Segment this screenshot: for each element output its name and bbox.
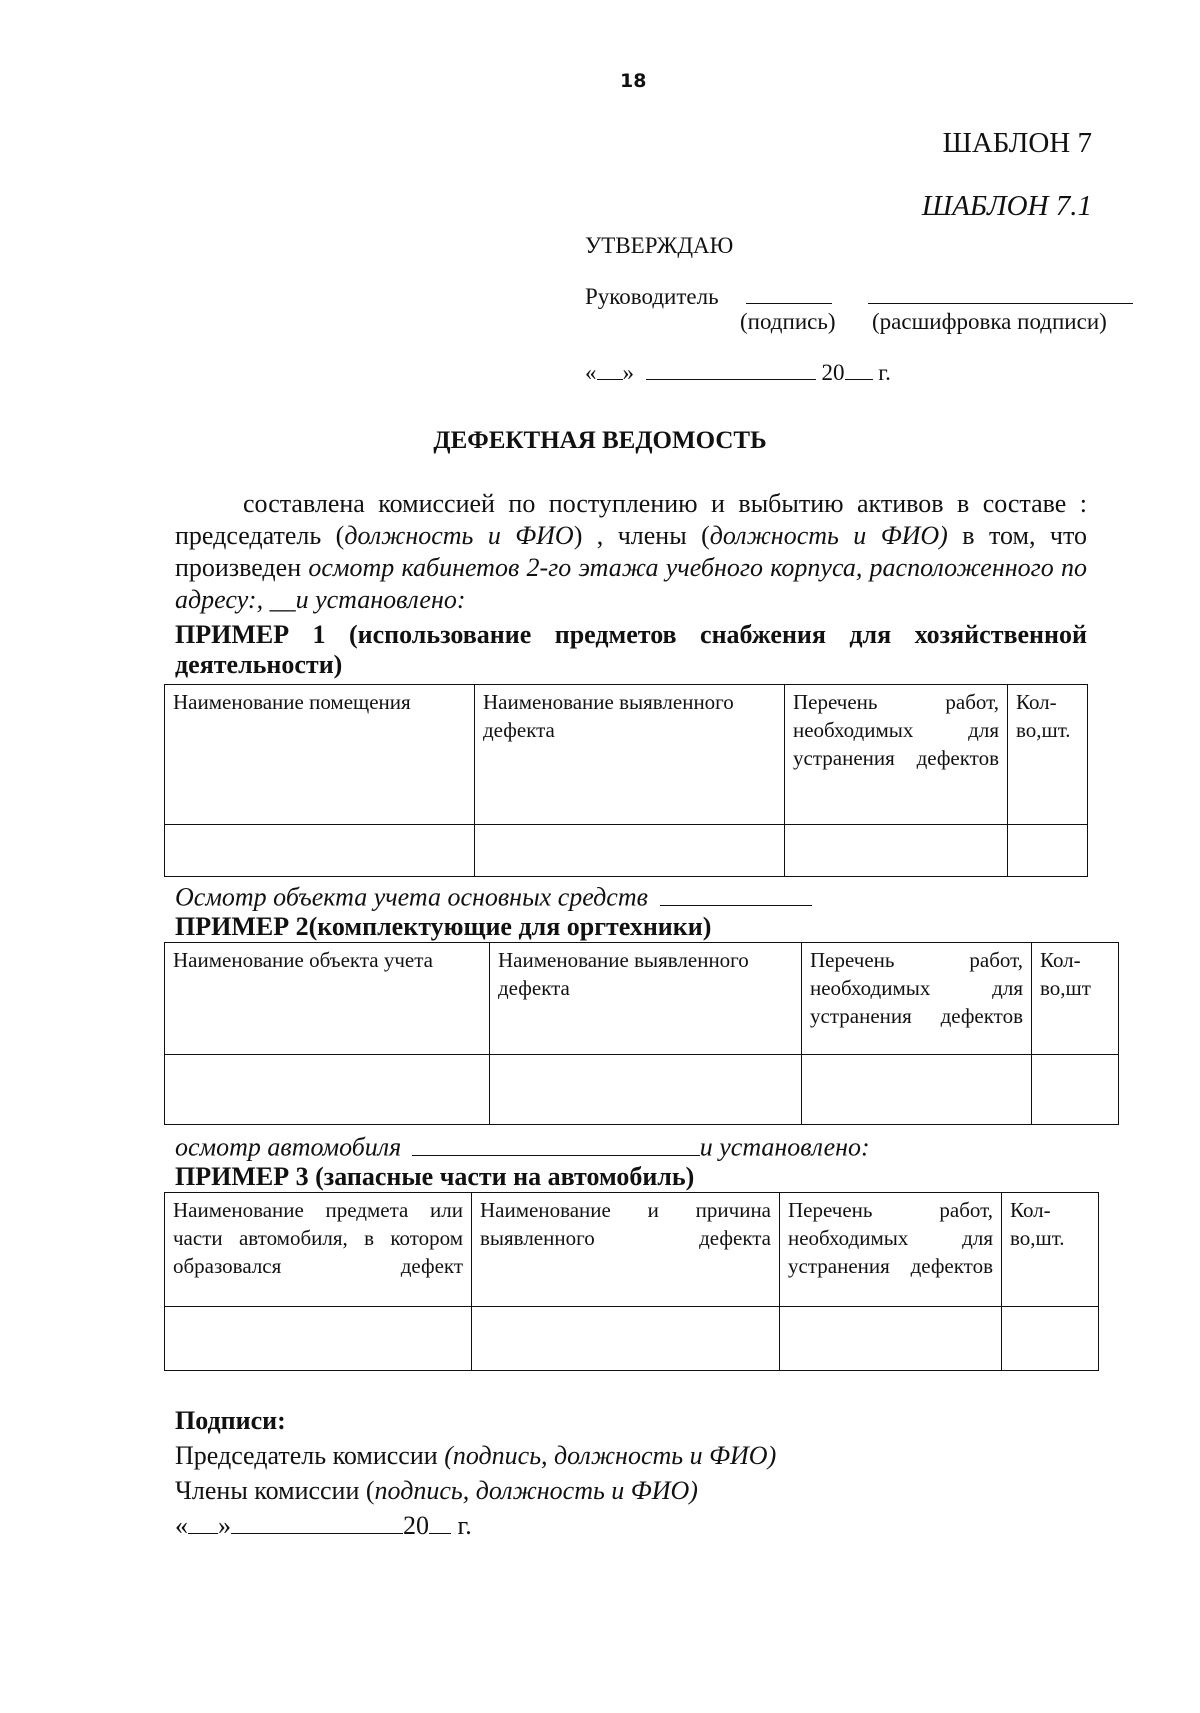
signature-caption: (подпись) — [740, 309, 836, 334]
table-cell[interactable] — [490, 1055, 802, 1125]
year-blank — [429, 1508, 451, 1534]
document-title: ДЕФЕКТНАЯ ВЕДОМОСТЬ — [433, 427, 767, 454]
example-2-table — [164, 942, 1119, 1125]
table-header-row — [165, 943, 1119, 1055]
table-row — [165, 825, 1088, 877]
table-cell[interactable] — [1002, 1307, 1099, 1371]
month-blank — [646, 357, 816, 380]
asset-inspection-line: Осмотр объекта учета основных средств — [175, 880, 812, 913]
header-cell: Перечень работ, необходимых для устранения дефектов — [785, 685, 1008, 825]
approval-head-line — [585, 281, 1133, 310]
template-sublabel: ШАБЛОН 7.1 — [921, 190, 1092, 222]
intro-paragraph: составлена комиссией по поступлению и выбытию активов в составе : председатель (должность и ФИО) , члены (должность и ФИО) в том, что произведен осмотр кабинетов 2-го этажа учебного корпуса, расположенного по адресу:, __и установлено: — [175, 489, 1088, 614]
example-2-title: ПРИМЕР 2(комплектующие для оргтехники) — [175, 912, 712, 941]
example-3-table — [164, 1192, 1099, 1371]
decode-blank — [868, 281, 1133, 304]
header-cell: Наименование помещения — [165, 685, 475, 825]
table-cell[interactable] — [1008, 825, 1088, 877]
table-cell[interactable] — [165, 1055, 490, 1125]
example-3-title: ПРИМЕР 3 (запасные части на автомобиль) — [175, 1162, 695, 1191]
template-label: ШАБЛОН 7 — [942, 127, 1092, 159]
header-cell: Наименование объекта учета — [165, 943, 490, 1055]
example-1-title: ПРИМЕР 1 (использование предметов снабжения для хозяйственной деятельности) — [175, 620, 1087, 679]
header-cell: Кол-во,шт. — [1002, 1193, 1099, 1307]
header-cell: Кол-во,шт. — [1008, 685, 1088, 825]
table-header-row — [165, 1193, 1099, 1307]
table-row — [165, 1307, 1099, 1371]
day-blank — [188, 1508, 218, 1534]
header-cell: Наименование выявленного дефекта — [475, 685, 785, 825]
page-number: 18 — [620, 70, 647, 92]
header-cell: Наименование выявленного дефекта — [490, 943, 802, 1055]
members-signature-line: Члены комиссии (подпись, должность и ФИО) — [175, 1476, 698, 1505]
vehicle-inspection-line: осмотр автомобиля и установлено: — [175, 1130, 870, 1163]
approval-title: УТВЕРЖДАЮ — [585, 233, 734, 258]
month-blank — [231, 1508, 403, 1534]
table-header-row — [165, 685, 1088, 825]
table-cell[interactable] — [802, 1055, 1032, 1125]
header-cell: Наименование и причина выявленного дефекта — [472, 1193, 780, 1307]
signatures-date-line: « » 20 г. — [175, 1508, 776, 1543]
table-row — [165, 1055, 1119, 1125]
signatures-title: Подписи: — [175, 1406, 286, 1435]
table-cell[interactable] — [475, 825, 785, 877]
example-1-table — [164, 684, 1088, 877]
table-cell[interactable] — [1032, 1055, 1119, 1125]
table-cell[interactable] — [780, 1307, 1002, 1371]
decode-caption: (расшифровка подписи) — [872, 309, 1107, 334]
chair-signature-line: Председатель комиссии (подпись, должность и ФИО) — [175, 1441, 777, 1470]
approval-date-line: « » 20 г. — [585, 357, 891, 386]
vehicle-blank — [412, 1130, 700, 1156]
header-cell: Перечень работ, необходимых для устранения дефектов — [780, 1193, 1002, 1307]
table-cell[interactable] — [165, 1307, 472, 1371]
table-cell[interactable] — [165, 825, 475, 877]
year-blank — [845, 357, 873, 380]
table-cell[interactable] — [785, 825, 1008, 877]
header-cell: Перечень работ, необходимых для устранения дефектов — [802, 943, 1032, 1055]
asset-blank — [660, 880, 812, 906]
header-cell: Кол-во,шт — [1032, 943, 1119, 1055]
signatures-block — [175, 1403, 776, 1543]
signature-blank — [746, 281, 832, 304]
head-label: Руководитель — [585, 283, 719, 309]
table-cell[interactable] — [472, 1307, 780, 1371]
header-cell: Наименование предмета или части автомобиля, в котором образовался дефект — [165, 1193, 472, 1307]
day-blank — [597, 357, 623, 380]
